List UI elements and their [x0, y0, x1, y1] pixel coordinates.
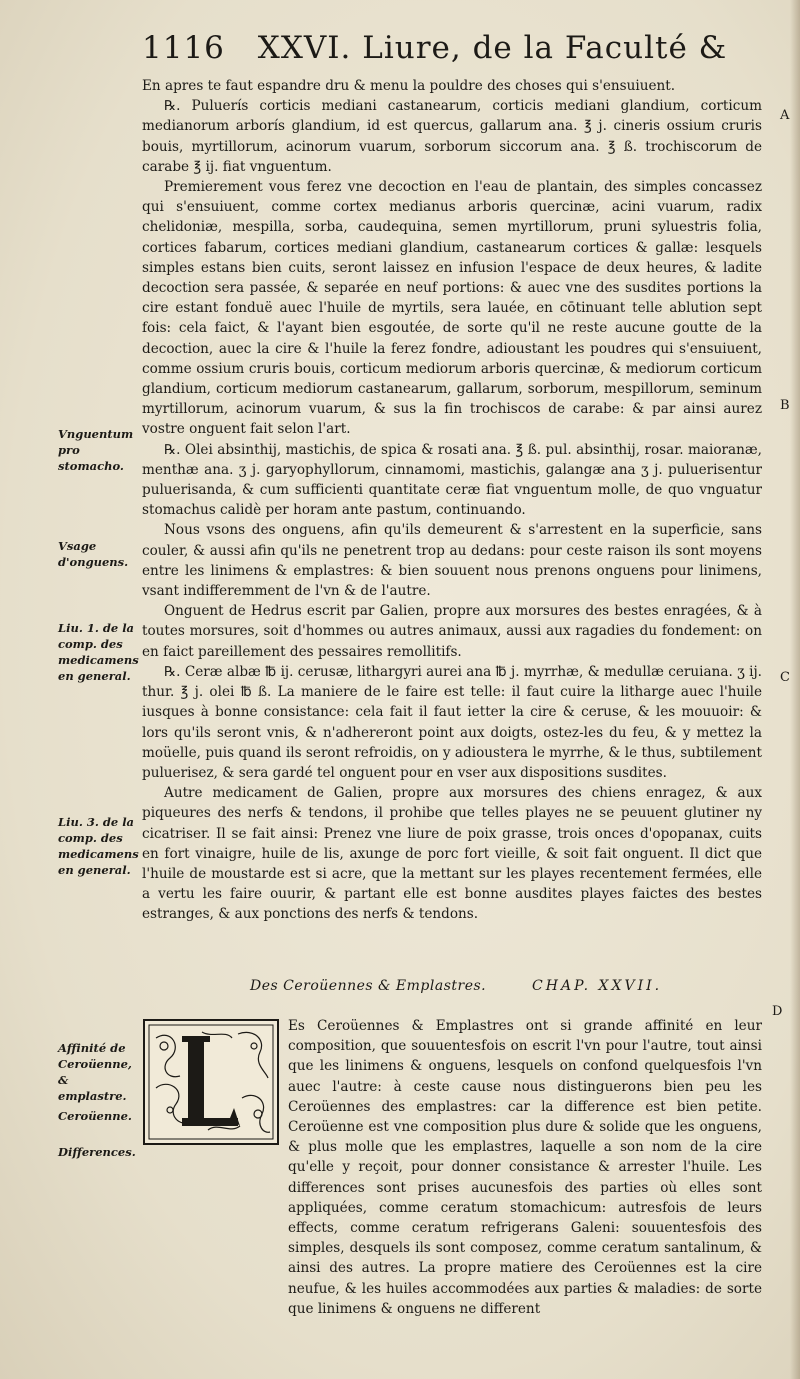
chapter-paragraph: Es Ceroüennes & Emplastres ont si grande affinité en leur composition, que souuentesfois on escrit l'vn pour l'autre, tout ainsi que les linimens & onguens, lesquels on confond quelquesfois l'vn auec l'autre: à ceste cause nous distinguerons bien peu les Ceroüennes des emplastres: car la difference est bien petite. Ceroüenne est vne composition plus dure & solide que les onguens, & plus molle que les emplastres, laquelle a son nom de la cire qu'elle y reçoit, pour donner consistance & arrester l'huile. Les differences sont prises aucunesfois des parties où elles sont appliquées, comme ceratum stomachicum: autresfois de leurs effects, comme ceratum refrigerans Galeni: souuentesfois des simples, desquels ils sont composez, comme ceratum santalinum, & ainsi des autres. La propre matiere des Ceroüennes est la cire neufue, & les huiles accommodées aux parties & maladies: de sorte que linimens & onguens ne different: [288, 1018, 762, 1317]
margin-note: Liu. 3. de la comp. des medicamens en general.: [58, 815, 139, 877]
margin-note: Liu. 1. de la comp. des medicamens en general.: [58, 621, 139, 683]
page-number: 1116: [142, 30, 225, 66]
margin-note: Ceroüenne.: [58, 1109, 132, 1123]
section-letter: D: [772, 1004, 783, 1019]
recipe-paragraph: ℞. Ceræ albæ ℔ ij. cerusæ, lithargyri aurei ana ℔ j. myrrhæ, & medullæ ceruiana. ʒ ij. thur. ℥ j. olei ℔ ß. La maniere de le faire est telle: il faut cuire la litharge auec l'huile iusques à bonne consistance: cela fait il faut ietter la cire & ceruse, & les mouuoir: & lors qu'ils seront vnis, & n'adhereront point aux doigts, ostez-les du feu, & y mettez la moüelle, puis quand ils seront refroidis, on y adioustera le myrrhe, & le thus, subtilement puluerisez, & sera gardé tel onguent pour en vser aux dispositions susdites.: [142, 663, 762, 781]
chapter-label: CHAP. XXVII.: [532, 978, 663, 994]
chapter-heading: [250, 978, 700, 994]
section-letter: A: [780, 108, 790, 123]
paragraph: Onguent de Hedrus escrit par Galien, propre aux morsures des bestes enragées, & à toutes morsures, soit d'hommes ou autres animaux, aussi aux ragadies du fondement: on en faict pareillement des pessaires remollitifs.: [142, 603, 762, 660]
paragraph: Autre medicament de Galien, propre aux morsures des chiens enragez, & aux piqueures des nerfs & tendons, il prohibe que telles playes ne se peuuent glutiner ny cicatriser. Il se fait ainsi: Prenez vne liure de poix grasse, trois onces d'opopanax, cuits en fort vinaigre, huile de lis, axunge de porc fort vieille, & soit fait onguent. Il dict que l'huile de moustarde est si acre, que la mettant sur les playes recentement fermées, elle a vertu les faire ouurir, & partant elle est bonne ausdites playes faictes des bestes estranges, & aux ponctions des nerfs & tendons.: [142, 785, 762, 923]
section-letter: C: [780, 670, 790, 685]
main-text: [142, 76, 762, 925]
paragraph: Nous vsons des onguens, afin qu'ils demeurent & s'arrestent en la superficie, sans couler, & aussi afin qu'ils ne penetrent trop au dedans: pour ceste raison ils sont moyens entre les linimens & emplastres: & bien souuent nous prenons onguens pour linimens, vsant indifferemment de l'vn & de l'autre.: [142, 522, 762, 600]
running-title: XXVI. Liure, de la Faculté &: [257, 30, 728, 66]
margin-note: Vnguentum pro stomacho.: [58, 427, 134, 473]
recipe-paragraph: ℞. Olei absinthij, mastichis, de spica & rosati ana. ℥ ß. pul. absinthij, rosar. maioranæ, menthæ ana. ʒ j. garyophyllorum, cinnamomi, mastichis, galangæ ana ʒ j. puluerisentur puluerisanda, & cum sufficienti quantitate ceræ fiat vnguentum molle, de quo vnguatur stomachus calidè per horam ante pastum, continuando.: [142, 441, 762, 519]
section-letter: B: [780, 398, 790, 413]
running-header: [142, 30, 728, 70]
paragraph: Premierement vous ferez vne decoction en l'eau de plantain, des simples concassez qui s'ensuiuent, comme cortex medianus arboris quercinæ, acini vuarum, radix chelidoniæ, mespilla, sorba, caudequina, semen myrtillorum, pruni syluestris folia, cortices fabarum, cortices mediani glandium, castanearum cortices & gallæ: lesquels simples estans bien cuits, seront laissez en infusion l'espace de deux heures, & ladite decoction sera passée, & separée en neuf portions: & auec vne des susdites portions la cire estant fonduë auec l'huile de myrtils, sera lauée, en cōtinuant telle ablution sept fois: cela faict, & l'ayant bien esgoutée, de sorte qu'il ne reste aucune goutte de la decoction, auec la cire & l'huile la ferez fondre, adioustant les poudres qui s'ensuiuent, comme ossium cruris bouis, corticum mediorum arboris quercinæ, & mediorum corticum glandium, corticum mediorum castanearum, gallarum, sorborum, mespillorum, seminum myrtillorum, acinorum vuarum, & sus la fin trochiscos de carabe: & par ainsi aurez vostre onguent fait selon l'art.: [142, 179, 762, 438]
recipe-paragraph: ℞. Puluerís corticis mediani castanearum, corticis mediani glandium, corticum medianorum arborís glandium, id est quercus, gallarum ana. ℥ j. cineris ossium cruris bouis, myrtillorum, acinorum vuarum, sorborum siccorum ana. ℥ ß. trochiscorum de carabe ℥ ij. fiat vnguentum.: [142, 98, 762, 175]
chapter-title: Des Ceroüennes & Emplastres.: [250, 978, 487, 994]
paragraph: En apres te faut espandre dru & menu la pouldre des choses qui s'ensuiuent.: [142, 78, 676, 94]
margin-note: Differences.: [58, 1145, 136, 1159]
margin-note: Vsage d'onguens.: [58, 539, 129, 569]
chapter-body: [142, 1016, 762, 1319]
margin-note: Affinité de Ceroüenne, & emplastre.: [58, 1041, 132, 1103]
page-edge-shadow: [790, 0, 800, 1379]
dropcap-letter: L: [142, 1018, 143, 1019]
